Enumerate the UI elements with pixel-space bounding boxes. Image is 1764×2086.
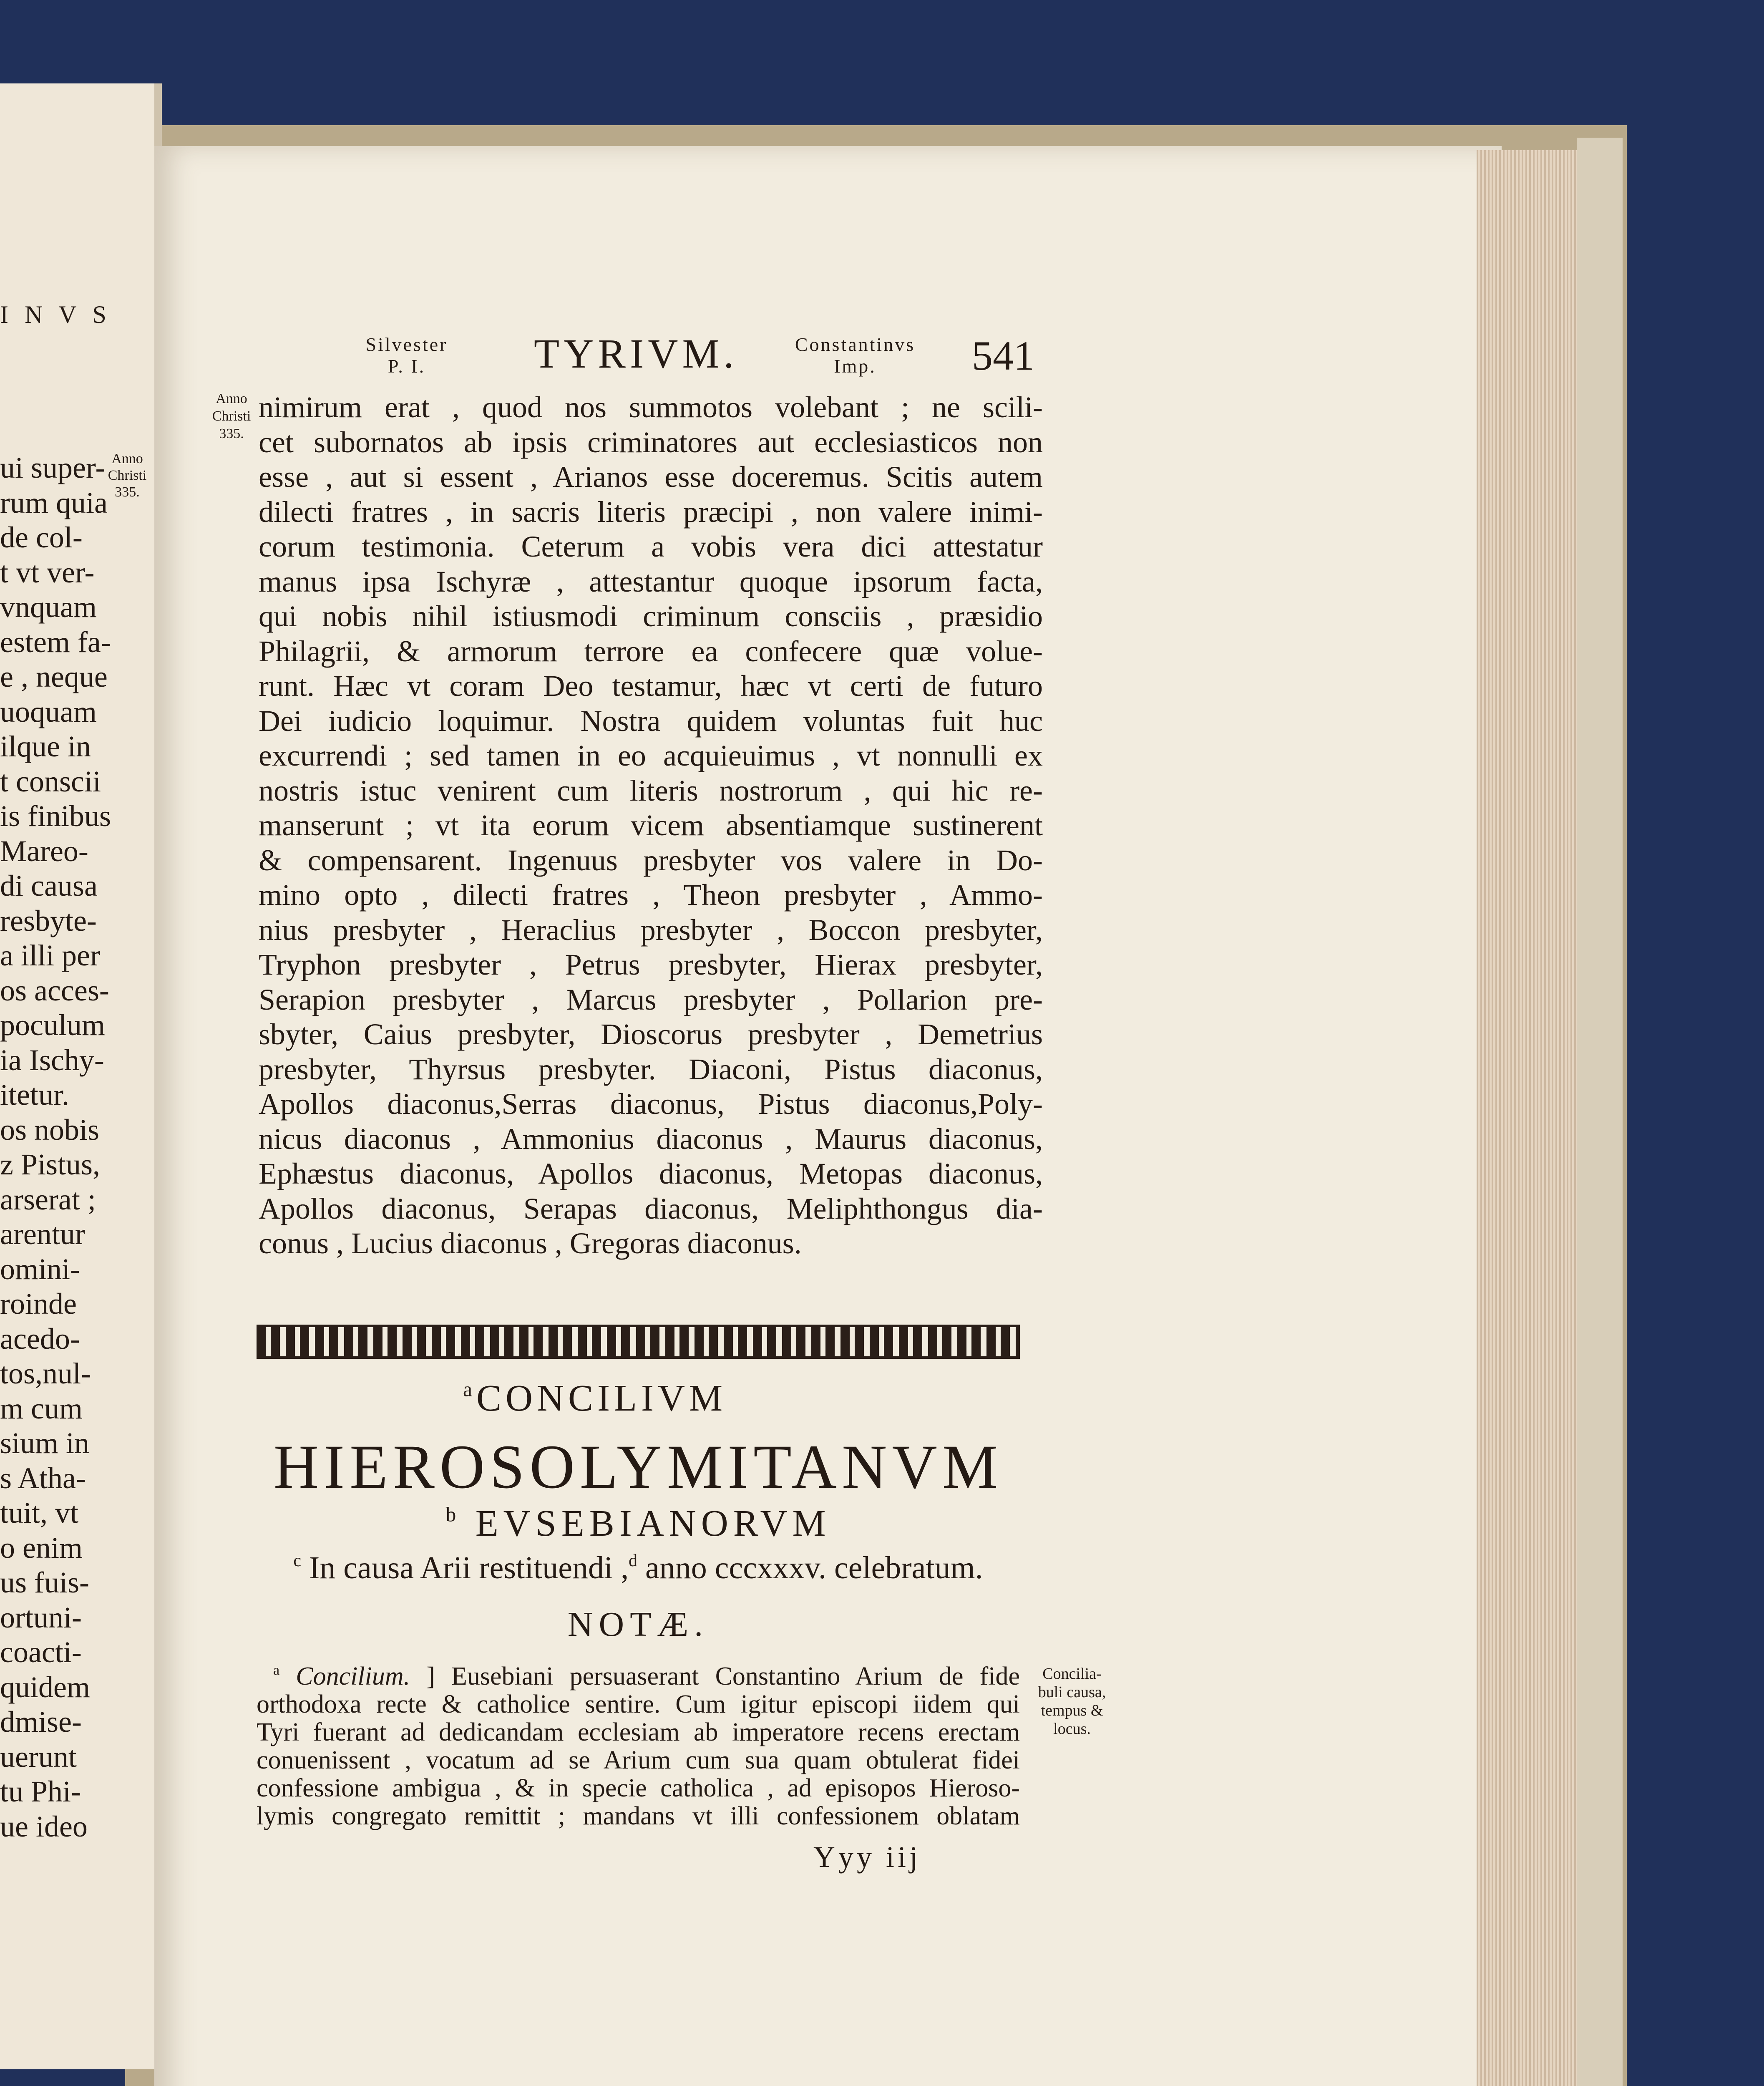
note-text-line: Tyri fuerant ad dedicandam ecclesiam ab imperatore recens erectam <box>257 1718 1020 1746</box>
main-body-text <box>259 390 1043 1261</box>
body-text-line: qui nobis nihil istiusmodi criminum consciis , præsidio <box>259 600 1043 633</box>
body-text-line: manserunt ; vt ita eorum vicem absentiamque sustinerent <box>259 809 1043 842</box>
body-text-line: cet subornatos ab ipsis criminatores aut ecclesiasticos non <box>259 425 1043 459</box>
left-text-line: sium in <box>0 1426 90 1460</box>
left-text-line: de col- <box>0 521 83 554</box>
left-page-text <box>0 451 111 1844</box>
left-text-line: s Atha- <box>0 1461 86 1495</box>
left-text-line: dmise- <box>0 1705 82 1738</box>
notes-text <box>257 1656 1020 1830</box>
left-text-line: m cum <box>0 1391 83 1425</box>
left-text-line: a illi per <box>0 939 100 972</box>
left-running-head: I N V S <box>0 301 111 328</box>
notae-heading: NOTÆ. <box>567 1605 709 1644</box>
left-text-line: us fuis- <box>0 1566 89 1599</box>
page-edges <box>1477 150 1577 2086</box>
left-text-line: acedo- <box>0 1322 80 1355</box>
body-text-line: dilecti fratres , in sacris literis præcipi , non valere inimi- <box>259 495 1043 529</box>
body-text-line: manus ipsa Ischyræ , attestantur quoque ipsorum facta, <box>259 564 1043 598</box>
note-text-line: conuenissent , vocatum ad se Arium cum sua quam obtulerat fidei <box>257 1746 1020 1774</box>
left-text-line: t vt ver- <box>0 555 95 589</box>
left-text-line: Mareo- <box>0 834 88 868</box>
left-text-line: tu Phi- <box>0 1775 81 1808</box>
body-text-line: presbyter, Thyrsus presbyter. Diaconi, Pistus diaconus, <box>259 1052 1043 1086</box>
body-text-line: runt. Hæc vt coram Deo testamur, hæc vt certi de futuro <box>259 669 1043 703</box>
left-text-line: ilque in <box>0 730 91 763</box>
body-text-line: nicus diaconus , Ammonius diaconus , Maurus diaconus, <box>259 1122 1043 1156</box>
left-text-line: uerunt <box>0 1740 77 1774</box>
body-text-line: mino opto , dilecti fratres , Theon presbyter , Ammo- <box>259 878 1043 912</box>
left-text-line: arserat ; <box>0 1182 96 1216</box>
page-number: 541 <box>972 333 1034 379</box>
body-text-line: Serapion presbyter , Marcus presbyter , Pollarion pre- <box>259 983 1043 1016</box>
left-text-line: rum quia <box>0 486 108 519</box>
body-text-line: Philagrii, & armorum terrore ea confecere quæ volue- <box>259 634 1043 668</box>
left-text-line: omini- <box>0 1252 80 1286</box>
left-text-line: t conscii <box>0 764 101 798</box>
left-text-line: coacti- <box>0 1635 82 1669</box>
body-text-line: & compensarent. Ingenuus presbyter vos valere in Do- <box>259 843 1043 877</box>
left-margin-note: Anno Christi 335. <box>108 451 147 500</box>
left-text-line: roinde <box>0 1287 77 1320</box>
note-text-line: orthodoxa recte & catholice sentire. Cum igitur episcopi iidem qui <box>257 1690 1020 1718</box>
body-text-line: nostris istuc venirent cum literis nostrorum , qui hic re- <box>259 773 1043 807</box>
title-eusebianorum: $^b$ EVSEBIANORVM <box>445 1503 831 1544</box>
left-text-line: di causa <box>0 869 98 902</box>
left-text-line: resbyte- <box>0 904 97 937</box>
left-text-line: estem fa- <box>0 625 111 659</box>
left-text-line: ue ideo <box>0 1809 88 1843</box>
left-text-line: tos,nul- <box>0 1357 91 1390</box>
body-text-line: sbyter, Caius presbyter, Dioscorus presbyter , Demetrius <box>259 1018 1043 1051</box>
left-text-line: os nobis <box>0 1113 100 1146</box>
margin-anno-christi: Anno Christi 335. <box>212 391 251 441</box>
running-head-title: TYRIVM. <box>534 330 738 377</box>
title-concilium: $^a$CONCILIVM <box>463 1378 727 1419</box>
left-text-line: vnquam <box>0 590 97 624</box>
left-text-line: itetur. <box>0 1078 69 1111</box>
body-text-line: nimirum erat , quod nos summotos volebant ; ne scili- <box>259 390 1043 424</box>
ornamental-rule <box>257 1325 1020 1359</box>
left-page <box>0 83 162 2069</box>
body-text-line: excurrendi ; sed tamen in eo acquieuimus , vt nonnulli ex <box>259 739 1043 772</box>
note-text-line: confessione ambigua , & in specie catholica , ad episopos Hieroso- <box>257 1774 1020 1802</box>
left-text-line: z Pistus, <box>0 1148 101 1181</box>
left-text-line: e , neque <box>0 660 108 693</box>
title-subtitle: $^c$ In causa Arii restituendi ,$^d$ anno cccxxxv. celebratum. <box>293 1550 983 1585</box>
left-text-line: tuit, vt <box>0 1496 79 1529</box>
left-text-line: uoquam <box>0 695 97 728</box>
body-text-line: Apollos diaconus, Serapas diaconus, Meliphthongus dia- <box>259 1192 1043 1225</box>
left-text-line: os acces- <box>0 973 109 1007</box>
left-text-line: ortuni- <box>0 1600 82 1634</box>
left-text-line: is finibus <box>0 799 111 833</box>
body-text-line: Apollos diaconus,Serras diaconus, Pistus diaconus,Poly- <box>259 1087 1043 1121</box>
body-text-line: corum testimonia. Ceterum a vobis vera dici attestatur <box>259 530 1043 563</box>
title-hierosolymitanum: HIEROSOLYMITANVM <box>273 1432 1003 1502</box>
body-text-line: esse , aut si essent , Arianos esse doceremus. Scitis autem <box>259 460 1043 494</box>
left-text-line: ui super- <box>0 451 106 484</box>
signature-mark: Yyy iij <box>813 1840 921 1874</box>
notes-margin-note: Concilia- buli causa, tempus & locus. <box>1038 1665 1106 1738</box>
book-binding <box>1577 138 1623 2086</box>
body-text-line: Ephæstus diaconus, Apollos diaconus, Metopas diaconus, <box>259 1157 1043 1190</box>
running-head-left: Silvester P. I. <box>365 334 448 377</box>
left-text-line: o enim <box>0 1531 83 1564</box>
left-text-line: quidem <box>0 1670 90 1704</box>
body-text-line: nius presbyter , Heraclius presbyter , Boccon presbyter, <box>259 913 1043 947</box>
left-text-line: ia Ischy- <box>0 1043 104 1077</box>
note-text-line: lymis congregato remittit ; mandans vt illi confessionem oblatam <box>257 1801 1020 1830</box>
body-text-line: conus , Lucius diaconus , Gregoras diaconus. <box>259 1227 802 1260</box>
left-text-line: poculum <box>0 1008 105 1042</box>
note-first-line: $^a$ Concilium. ] Eusebiani persuaserant Constantino Arium de fide <box>273 1662 1020 1690</box>
running-head-right: Constantinvs Imp. <box>795 334 916 377</box>
body-text-line: Tryphon presbyter , Petrus presbyter, Hierax presbyter, <box>259 948 1043 981</box>
left-text-line: arentur <box>0 1217 85 1251</box>
body-text-line: Dei iudicio loquimur. Nostra quidem voluntas fuit huc <box>259 704 1043 738</box>
